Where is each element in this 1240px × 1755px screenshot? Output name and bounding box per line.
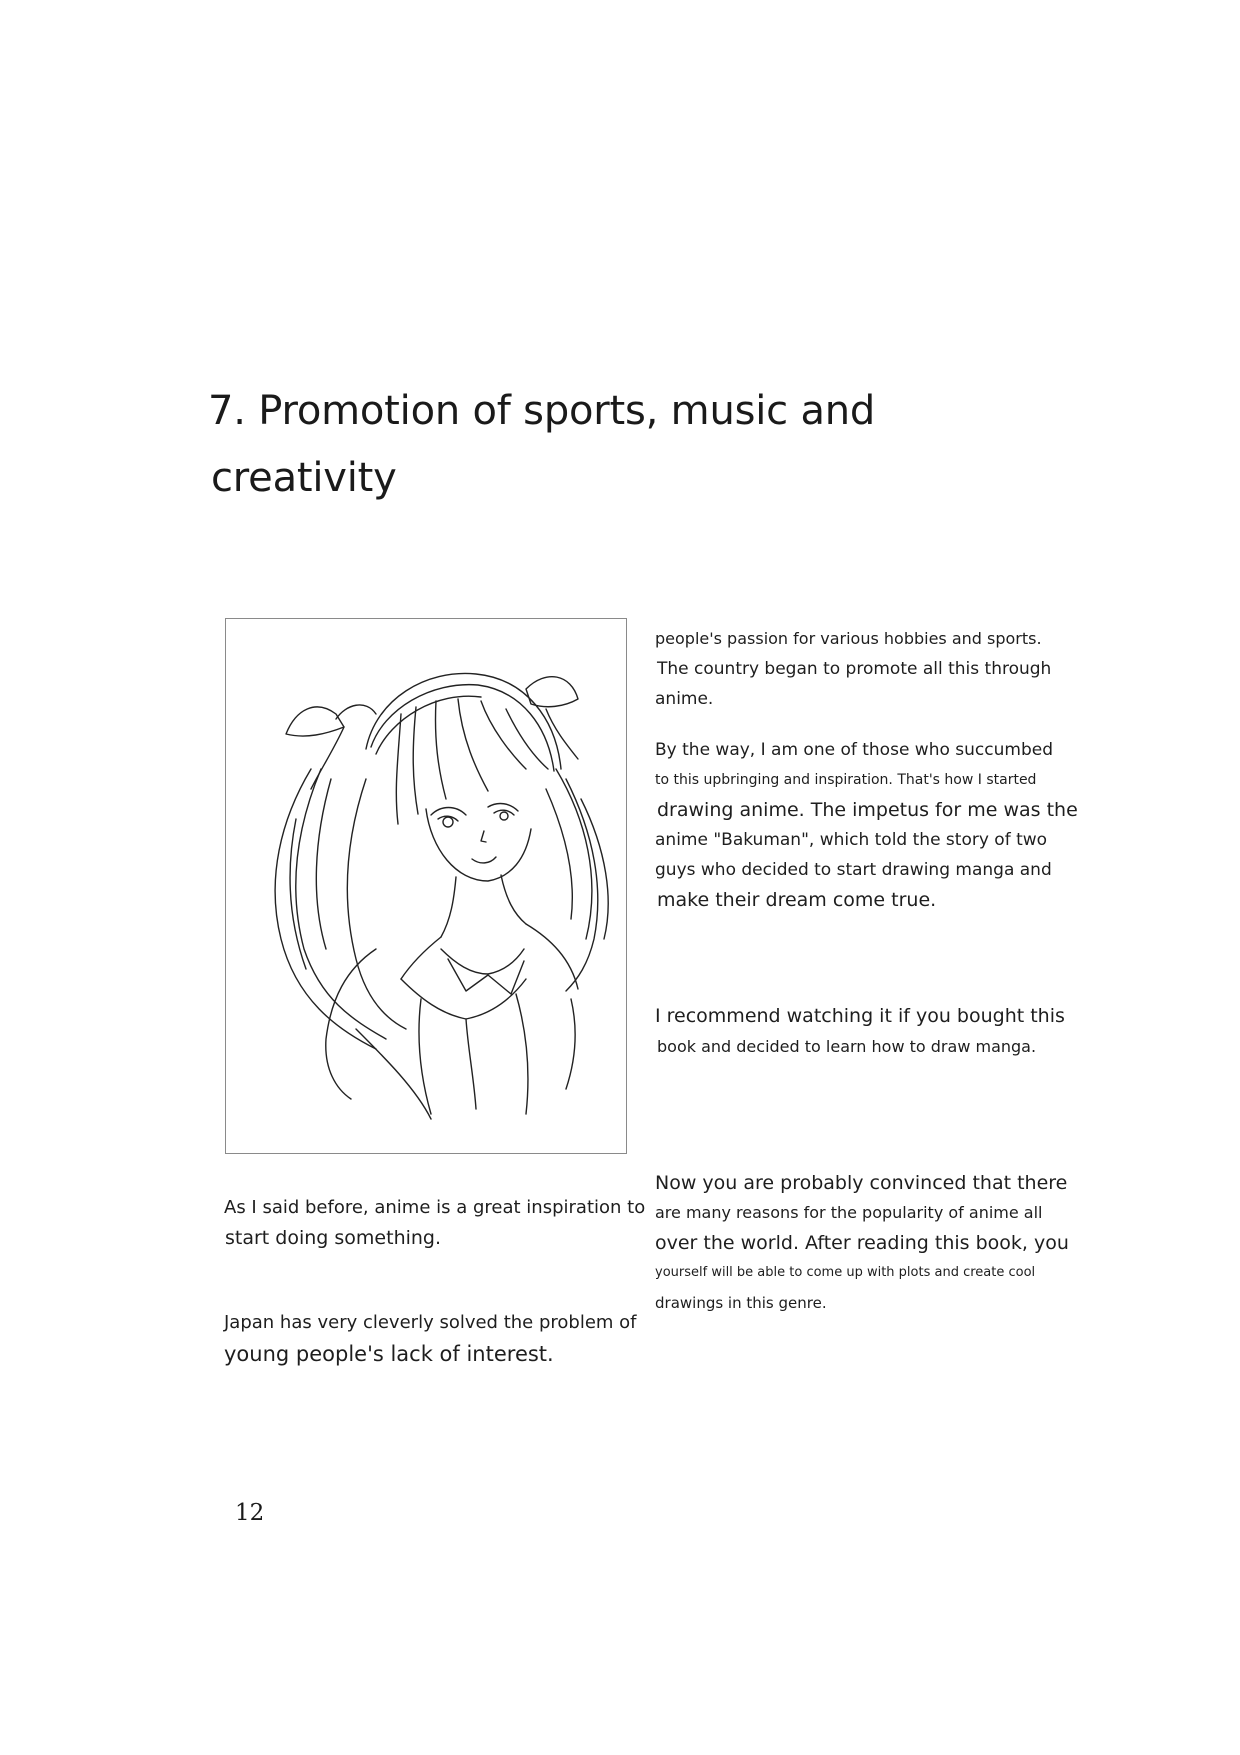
chapter-title-line-1: 7. Promotion of sports, music and [208,388,876,434]
left-paragraph-2 [224,1308,637,1370]
text-line: Japan has very cleverly solved the problem of [224,1312,637,1333]
text-line: I recommend watching it if you bought this [655,1005,1065,1027]
text-line: drawing anime. The impetus for me was the [657,799,1078,821]
left-paragraph-1 [224,1193,645,1253]
text-line: Now you are probably convinced that there [655,1172,1068,1194]
text-line: are many reasons for the popularity of anime all [655,1203,1043,1222]
manga-girl-sketch-illustration [225,618,627,1154]
right-paragraph-1 [655,624,1051,714]
text-line: As I said before, anime is a great inspiration to [224,1197,646,1218]
text-line: start doing something. [225,1227,442,1249]
text-line: people's passion for various hobbies and sports. [655,629,1042,648]
text-line: book and decided to learn how to draw manga. [657,1037,1037,1056]
chapter-title-line-2: creativity [211,455,397,501]
text-line: By the way, I am one of those who succumbed [655,740,1053,760]
text-line: young people's lack of interest. [224,1342,554,1366]
right-paragraph-3 [655,1000,1065,1062]
right-paragraph-2 [655,735,1078,915]
text-line: guys who decided to start drawing manga and [655,860,1052,880]
text-line: over the world. After reading this book, you [655,1232,1069,1254]
text-line: drawings in this genre. [655,1294,827,1312]
text-line: make their dream come true. [657,889,937,911]
page-number: 12 [235,1500,265,1526]
text-line: anime "Bakuman", which told the story of two [655,830,1048,850]
right-paragraph-4 [655,1168,1069,1318]
text-line: anime. [655,689,714,709]
text-line: to this upbringing and inspiration. That's how I started [655,772,1037,788]
text-line: The country began to promote all this through [657,659,1052,679]
text-line: yourself will be able to come up with plots and create cool [655,1265,1036,1280]
manga-girl-sketch-icon [226,619,626,1153]
